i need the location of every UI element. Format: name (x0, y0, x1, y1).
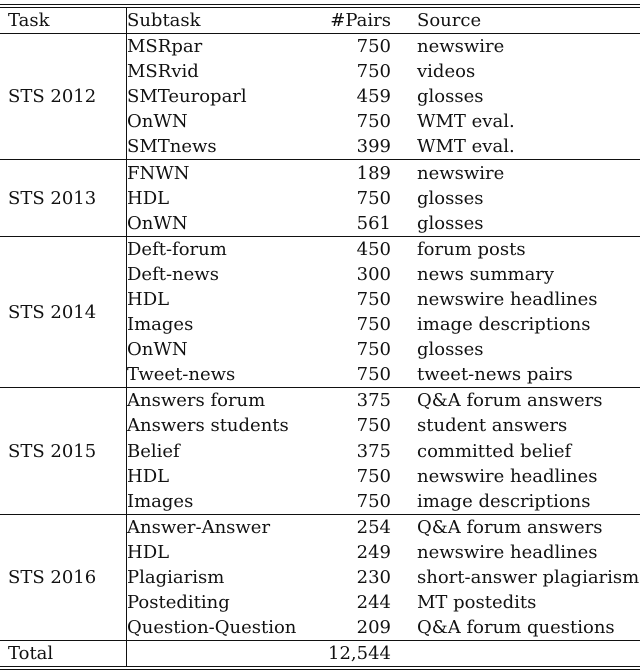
subtask-cell: SMTeuroparl (127, 86, 247, 108)
subtask-cell: OnWN (127, 111, 188, 133)
source-cell: news summary (417, 263, 555, 285)
source-cell: Q&A forum questions (417, 617, 615, 639)
subtask-cell: HDL (127, 541, 170, 563)
subtask-cell: Images (127, 490, 194, 512)
header-pairs: #Pairs (330, 10, 391, 31)
header-source: Source (417, 10, 482, 31)
pairs-cell: 750 (356, 339, 391, 361)
task-cell: STS 2014 (0, 236, 127, 388)
source-cell: newswire headlines (417, 465, 598, 487)
pairs-cell: 750 (356, 314, 391, 336)
subtask-cell: HDL (127, 465, 170, 487)
source-cell: newswire headlines (417, 288, 598, 310)
subtask-cell: Belief (127, 440, 180, 462)
total-pairs: 12,544 (325, 641, 399, 669)
table-body (0, 34, 640, 641)
total-empty (127, 641, 326, 669)
table-row (0, 236, 640, 262)
source-cell: short-answer plagiarism (417, 567, 640, 589)
task-cell: STS 2013 (0, 160, 127, 236)
header-task: Task (0, 6, 127, 34)
pairs-cell: 750 (356, 415, 391, 437)
pairs-cell: 750 (356, 364, 391, 386)
table-row (0, 34, 640, 60)
subtask-cell: MSRvid (127, 61, 199, 83)
task-cell: STS 2016 (0, 514, 127, 640)
pairs-cell: 750 (356, 61, 391, 83)
table-row (0, 514, 640, 540)
source-cell: MT postedits (417, 592, 537, 614)
total-source-empty (399, 641, 640, 669)
subtask-cell: Answers forum (127, 388, 326, 414)
pairs-cell: 375 (325, 388, 399, 414)
table-row (0, 160, 640, 186)
source-cell: committed belief (417, 440, 572, 462)
subtask-cell: Deft-news (127, 263, 219, 285)
source-cell: forum posts (399, 236, 640, 262)
subtask-cell: HDL (127, 288, 170, 310)
subtask-cell: Question-Question (127, 617, 297, 639)
sts-datasets-table (0, 4, 640, 670)
table-row (0, 388, 640, 414)
source-cell: glosses (417, 187, 484, 209)
pairs-cell: 459 (356, 86, 391, 108)
pairs-cell: 254 (325, 514, 399, 540)
source-cell: videos (417, 61, 476, 83)
pairs-cell: 300 (356, 263, 391, 285)
pairs-cell: 189 (325, 160, 399, 186)
table-header-row (0, 6, 640, 34)
subtask-cell: FNWN (127, 160, 326, 186)
subtask-cell: Answers students (127, 415, 289, 437)
pairs-cell: 561 (356, 212, 391, 234)
source-cell: Q&A forum answers (399, 514, 640, 540)
source-cell: student answers (417, 415, 568, 437)
pairs-cell: 399 (356, 136, 391, 158)
total-row (0, 641, 640, 669)
source-cell: newswire headlines (417, 541, 598, 563)
task-cell: STS 2012 (0, 34, 127, 160)
source-cell: newswire (399, 160, 640, 186)
header-subtask: Subtask (127, 10, 201, 31)
pairs-cell: 750 (356, 490, 391, 512)
subtask-cell: Tweet-news (127, 364, 236, 386)
pairs-cell: 750 (356, 288, 391, 310)
source-cell: newswire (399, 34, 640, 60)
pairs-cell: 750 (325, 34, 399, 60)
pairs-cell: 209 (356, 617, 391, 639)
subtask-cell: OnWN (127, 212, 188, 234)
subtask-cell: MSRpar (127, 34, 326, 60)
pairs-cell: 750 (356, 187, 391, 209)
task-cell: STS 2015 (0, 388, 127, 514)
pairs-cell: 244 (356, 592, 391, 614)
source-cell: tweet-news pairs (417, 364, 573, 386)
pairs-cell: 230 (356, 567, 391, 589)
subtask-cell: OnWN (127, 339, 188, 361)
source-cell: glosses (417, 86, 484, 108)
pairs-cell: 750 (356, 465, 391, 487)
source-cell: WMT eval. (417, 111, 515, 133)
source-cell: WMT eval. (417, 136, 515, 158)
subtask-cell: Images (127, 314, 194, 336)
subtask-cell: HDL (127, 187, 170, 209)
total-label: Total (0, 641, 127, 669)
source-cell: image descriptions (417, 314, 591, 336)
pairs-cell: 375 (356, 440, 391, 462)
source-cell: glosses (417, 339, 484, 361)
source-cell: glosses (417, 212, 484, 234)
subtask-cell: Answer-Answer (127, 514, 326, 540)
pairs-cell: 249 (356, 541, 391, 563)
subtask-cell: Postediting (127, 592, 230, 614)
subtask-cell: Deft-forum (127, 236, 326, 262)
subtask-cell: Plagiarism (127, 567, 225, 589)
subtask-cell: SMTnews (127, 136, 217, 158)
source-cell: Q&A forum answers (399, 388, 640, 414)
pairs-cell: 450 (325, 236, 399, 262)
source-cell: image descriptions (417, 490, 591, 512)
pairs-cell: 750 (356, 111, 391, 133)
